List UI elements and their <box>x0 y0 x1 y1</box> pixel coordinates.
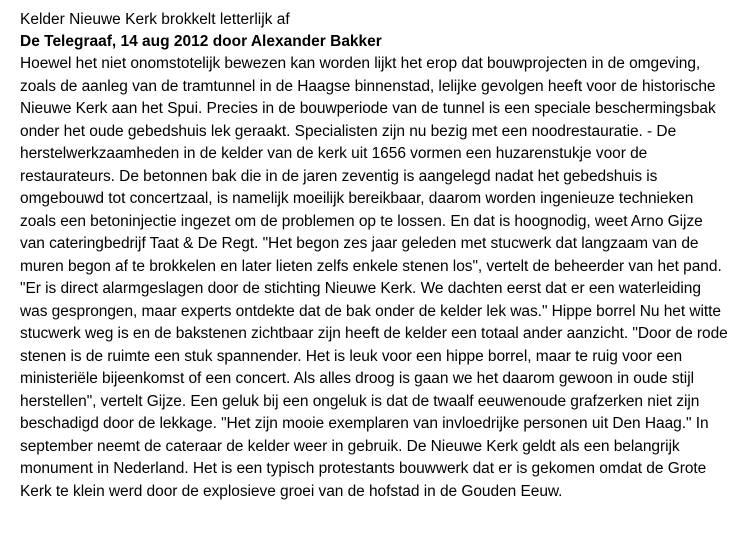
article-body: Hoewel het niet onomstotelijk bewezen kan worden lijkt het erop dat bouwprojecten in de omgeving, zoals de aanleg van de tramtunnel in de Haagse binnenstad, lelijke gevolgen heeft voor de historische Nieuwe Kerk aan het Spui. Precies in de bouwperiode van de tunnel is een speciale beschermingsbak onder het oude gebedshuis lek geraakt. Specialisten zijn nu bezig met een noodrestauratie. - De herstelwerkzaamheden in de kelder van de kerk uit 1656 vormen een huzarenstukje voor de restaurateurs. De betonnen bak die in de jaren zeventig is aangelegd nadat het gebedshuis is omgebouwd tot concertzaal, is namelijk moeilijk bereikbaar, daarom worden ingenieuze technieken zoals een betoninjectie ingezet om de problemen op te lossen. En dat is hoognodig, weet Arno Gijze van cateringbedrijf Taat & De Regt. "Het begon zes jaar geleden met stucwerk dat langzaam van de muren begon af te brokkelen en later lieten zelfs enkele stenen los", vertelt de beheerder van het pand. "Er is direct alarmgeslagen door de stichting Nieuwe Kerk. We dachten eerst dat er een waterleiding was gesprongen, maar experts ontdekte dat de bak onder de kelder lek was." Hippe borrel Nu het witte stucwerk weg is en de bakstenen zichtbaar zijn heeft de kelder een totaal ander aanzicht. "Door de rode stenen is de ruimte een stuk spannender. Het is leuk voor een hippe borrel, maar te ruig voor een ministeriële bijeenkomst of een concert. Als alles droog is gaan we het daarom gewoon in oude stijl herstellen", vertelt Gijze. Een geluk bij een ongeluk is dat de twaalf eeuwenoude grafzerken niet zijn beschadigd door de lekkage. "Het zijn mooie exemplaren van invloedrijke personen uit Den Haag." In september neemt de cateraar de kelder weer in gebruik. De Nieuwe Kerk geldt als een belangrijk monument in Nederland. Het is een typisch protestants bouwwerk dat er is gekomen omdat de Grote Kerk te klein werd door de explosieve groei van de hofstad in de Gouden Eeuw. <box>20 55 728 500</box>
article-title: Kelder Nieuwe Kerk brokkelt letterlijk af <box>20 11 290 28</box>
article-byline: De Telegraaf, 14 aug 2012 door Alexander Bakker <box>20 33 382 50</box>
